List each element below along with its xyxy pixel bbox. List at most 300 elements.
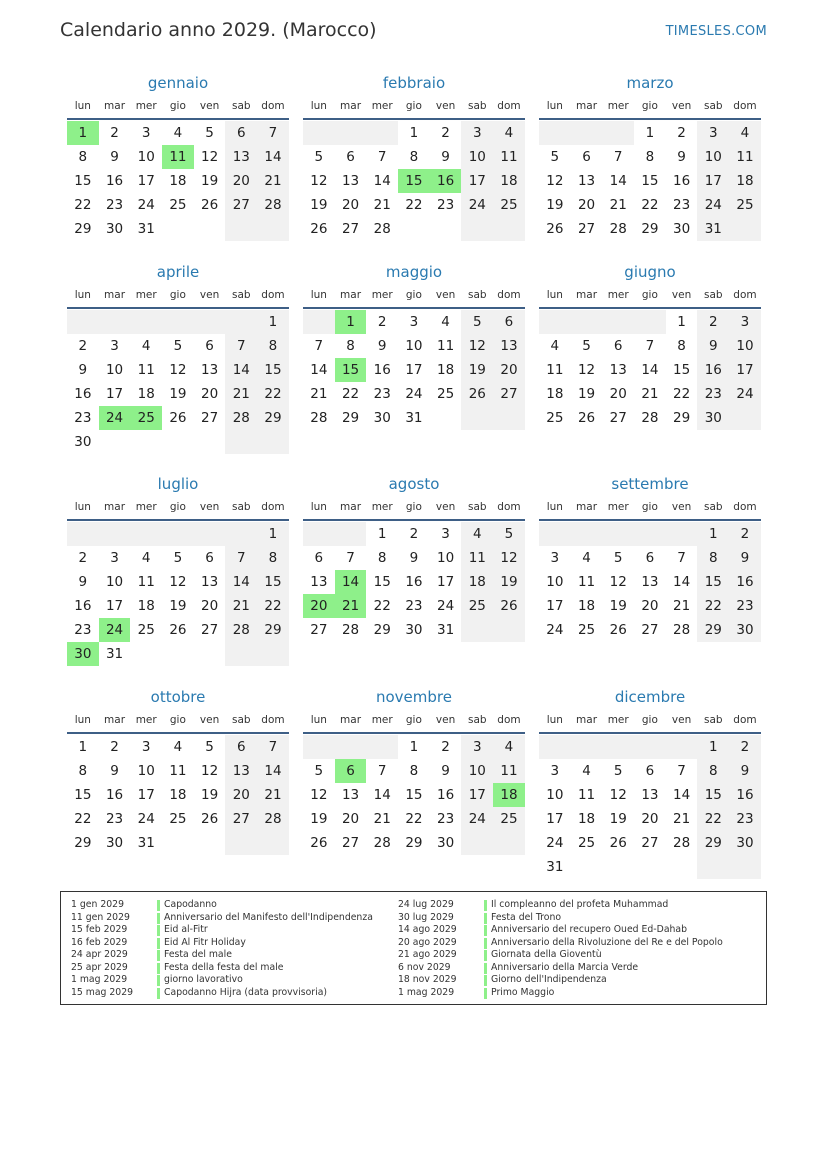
legend-holiday-name: Giornata della Gioventù <box>491 949 602 960</box>
weekday-label: ven <box>199 100 220 112</box>
day-cell: 13 <box>201 574 219 590</box>
week-row <box>67 546 289 570</box>
day-cell: 24 <box>697 193 729 217</box>
day-cell: 17 <box>137 173 155 189</box>
day-cell: 2 <box>697 310 729 334</box>
day-cell: 21 <box>373 197 391 213</box>
month-name: marzo <box>626 74 674 92</box>
empty-cell <box>99 430 131 454</box>
day-cell: 6 <box>493 310 525 334</box>
day-cell: 7 <box>677 550 686 566</box>
weekday-label: mer <box>371 501 393 513</box>
day-cell: 17 <box>546 598 564 614</box>
empty-cell <box>162 310 194 334</box>
day-cell: 8 <box>346 338 355 354</box>
day-cell: 18 <box>137 598 155 614</box>
day-cell: 3 <box>461 121 493 145</box>
month-gennaio <box>67 72 289 241</box>
legend-holiday-name: Eid Al Fitr Holiday <box>164 936 246 948</box>
day-cell: 26 <box>201 811 219 827</box>
day-cell: 4 <box>141 550 151 566</box>
day-cell: 17 <box>105 386 124 402</box>
weekday-label: dom <box>733 289 757 301</box>
week-row <box>303 594 525 618</box>
legend-holiday-name: Capodanno Hijra (data provvisoria) <box>164 986 328 998</box>
month-name: ottobre <box>150 688 206 706</box>
weekday-header <box>67 283 289 307</box>
weekday-header <box>539 283 761 307</box>
day-cell: 15 <box>335 358 367 382</box>
weekday-label: gio <box>169 714 186 726</box>
month-luglio <box>67 473 289 666</box>
day-cell: 2 <box>110 739 119 755</box>
day-cell: 8 <box>257 334 289 358</box>
week-row <box>303 831 525 855</box>
weekday-label: sab <box>703 289 723 301</box>
day-cell: 22 <box>673 386 691 402</box>
weekday-label: gio <box>169 501 186 513</box>
month-days <box>67 735 289 855</box>
week-row <box>67 522 289 546</box>
empty-cell <box>225 217 257 241</box>
day-cell: 9 <box>441 763 450 779</box>
weekday-label: mer <box>371 714 393 726</box>
day-cell: 18 <box>137 386 155 402</box>
day-cell: 14 <box>257 145 289 169</box>
day-cell: 21 <box>225 594 257 618</box>
day-cell: 3 <box>110 338 119 354</box>
day-cell: 24 <box>546 835 564 851</box>
header-rule <box>67 732 289 734</box>
day-cell: 10 <box>405 338 423 354</box>
day-cell: 25 <box>493 807 525 831</box>
day-cell: 25 <box>729 193 761 217</box>
week-row <box>539 169 761 193</box>
day-cell: 28 <box>310 410 328 426</box>
header-rule <box>303 307 525 309</box>
day-cell: 30 <box>373 410 391 426</box>
month-giugno <box>539 261 761 430</box>
day-cell: 3 <box>697 121 729 145</box>
week-row <box>67 807 289 831</box>
day-cell: 15 <box>74 787 92 803</box>
weekday-label: sab <box>703 714 723 726</box>
empty-cell <box>99 522 131 546</box>
weekday-header <box>67 708 289 732</box>
legend-marker <box>157 988 160 999</box>
weekday-label: ven <box>199 501 220 513</box>
day-cell: 16 <box>697 358 729 382</box>
day-cell: 22 <box>74 811 92 827</box>
month-days <box>67 522 289 666</box>
legend-marker <box>157 938 160 949</box>
holiday-legend <box>60 891 767 1005</box>
day-cell: 31 <box>405 410 423 426</box>
day-cell: 13 <box>225 145 257 169</box>
day-cell: 6 <box>645 550 655 566</box>
day-cell: 15 <box>74 173 92 189</box>
day-cell: 22 <box>257 594 289 618</box>
week-row <box>539 807 761 831</box>
legend-marker <box>484 913 487 924</box>
day-cell: 26 <box>461 382 493 406</box>
day-cell: 22 <box>341 386 360 402</box>
day-cell: 11 <box>577 787 596 803</box>
weekday-header <box>539 94 761 118</box>
day-cell: 23 <box>105 197 124 213</box>
weekday-header <box>539 495 761 519</box>
day-cell: 21 <box>225 382 257 406</box>
day-cell: 7 <box>225 546 257 570</box>
day-cell: 19 <box>609 811 627 827</box>
week-row <box>67 382 289 406</box>
week-row <box>539 618 761 642</box>
day-cell: 8 <box>409 149 419 165</box>
day-cell: 8 <box>645 149 655 165</box>
day-cell: 27 <box>341 221 360 237</box>
weekday-header <box>303 94 525 118</box>
empty-cell <box>430 217 462 241</box>
weekday-label: mar <box>104 501 126 513</box>
header-rule <box>303 732 525 734</box>
weekday-label: mar <box>340 100 362 112</box>
day-cell: 11 <box>461 546 493 570</box>
day-cell: 10 <box>105 362 124 378</box>
legend-holiday-name: Festa del Trono <box>491 911 562 923</box>
day-cell: 10 <box>546 787 564 803</box>
day-cell: 18 <box>577 811 596 827</box>
day-cell: 19 <box>461 358 493 382</box>
day-cell: 3 <box>141 125 151 141</box>
month-febbraio <box>303 72 525 241</box>
day-cell: 3 <box>141 739 151 755</box>
day-cell: 27 <box>577 221 596 237</box>
empty-cell <box>194 831 226 855</box>
weekday-label: sab <box>231 289 251 301</box>
weekday-label: mar <box>576 100 598 112</box>
day-cell: 28 <box>373 835 391 851</box>
day-cell: 29 <box>341 410 360 426</box>
weekday-label: sab <box>467 289 487 301</box>
day-cell: 28 <box>641 410 659 426</box>
day-cell: 19 <box>169 598 187 614</box>
weekday-label: dom <box>733 714 757 726</box>
day-cell: 1 <box>78 739 88 755</box>
week-row <box>303 121 525 145</box>
day-cell: 22 <box>641 197 659 213</box>
empty-cell <box>430 406 462 430</box>
legend-date: 25 apr 2029 <box>71 961 128 973</box>
day-cell: 14 <box>225 358 257 382</box>
day-cell: 19 <box>201 173 219 189</box>
day-cell: 13 <box>641 787 659 803</box>
day-cell: 21 <box>257 169 289 193</box>
header-rule <box>67 307 289 309</box>
weekday-label: dom <box>497 289 521 301</box>
weekday-label: mar <box>576 714 598 726</box>
legend-holiday-name: Anniversario della Rivoluzione del Re e del Popolo <box>491 936 723 948</box>
header-rule <box>67 118 289 120</box>
month-aprile <box>67 261 289 454</box>
day-cell: 5 <box>205 739 214 755</box>
weekday-label: sab <box>231 714 251 726</box>
day-cell: 19 <box>169 386 187 402</box>
week-row <box>67 406 289 430</box>
day-cell: 7 <box>225 334 257 358</box>
day-cell: 29 <box>697 618 729 642</box>
day-cell: 12 <box>609 787 627 803</box>
header-rule <box>67 519 289 521</box>
month-name: luglio <box>157 475 199 493</box>
legend-marker <box>157 925 160 936</box>
day-cell: 27 <box>225 193 257 217</box>
legend-marker <box>484 950 487 961</box>
weekday-label: gio <box>405 100 422 112</box>
day-cell: 2 <box>677 125 686 141</box>
day-cell: 10 <box>137 149 155 165</box>
day-cell: 23 <box>697 382 729 406</box>
weekday-label: dom <box>497 501 521 513</box>
day-cell: 28 <box>225 406 257 430</box>
week-row <box>303 522 525 546</box>
legend-marker <box>484 900 487 911</box>
weekday-label: mar <box>104 714 126 726</box>
day-cell: 12 <box>201 763 219 779</box>
day-cell: 29 <box>74 835 92 851</box>
weekday-label: gio <box>641 501 658 513</box>
day-cell: 20 <box>493 358 525 382</box>
day-cell: 23 <box>74 410 92 426</box>
day-cell: 25 <box>577 835 596 851</box>
header-rule <box>539 519 761 521</box>
weekday-label: sab <box>467 714 487 726</box>
day-cell: 27 <box>641 622 659 638</box>
day-cell: 6 <box>205 338 214 354</box>
empty-cell <box>493 831 525 855</box>
day-cell: 16 <box>437 787 455 803</box>
day-cell: 23 <box>105 811 124 827</box>
legend-date: 6 nov 2029 <box>398 961 451 973</box>
day-cell: 1 <box>645 125 655 141</box>
week-row <box>303 193 525 217</box>
month-name: maggio <box>385 263 443 281</box>
day-cell: 17 <box>137 787 155 803</box>
day-cell: 9 <box>377 338 387 354</box>
day-cell: 30 <box>437 835 455 851</box>
week-row <box>67 783 289 807</box>
week-row <box>539 546 761 570</box>
week-row <box>539 570 761 594</box>
week-row <box>67 642 289 666</box>
day-cell: 10 <box>729 334 761 358</box>
day-cell: 18 <box>729 169 761 193</box>
weekday-label: mer <box>371 289 393 301</box>
day-cell: 2 <box>110 125 119 141</box>
legend-marker <box>157 963 160 974</box>
day-cell: 4 <box>729 121 761 145</box>
weekday-label: dom <box>733 100 757 112</box>
empty-cell <box>729 406 761 430</box>
day-cell: 4 <box>493 735 525 759</box>
weekday-label: ven <box>435 714 456 726</box>
legend-holiday-name: Eid al-Fitr <box>164 924 208 935</box>
empty-cell <box>257 217 289 241</box>
day-cell: 24 <box>137 197 155 213</box>
empty-cell <box>162 217 194 241</box>
empty-cell <box>634 310 666 334</box>
legend-marker <box>157 900 160 911</box>
empty-cell <box>729 855 761 879</box>
day-cell: 24 <box>461 807 493 831</box>
month-days <box>539 121 761 241</box>
empty-cell <box>602 121 634 145</box>
day-cell: 30 <box>67 642 99 666</box>
month-days <box>539 735 761 879</box>
empty-cell <box>634 735 666 759</box>
legend-holiday-name: Anniversario del recupero Oued Ed-Dahab <box>491 924 688 935</box>
day-cell: 11 <box>169 763 187 779</box>
empty-cell <box>194 217 226 241</box>
day-cell: 30 <box>729 831 761 855</box>
empty-cell <box>257 430 289 454</box>
empty-cell <box>539 735 571 759</box>
day-cell: 31 <box>546 859 564 875</box>
day-cell: 11 <box>137 362 155 378</box>
weekday-label: ven <box>671 100 692 112</box>
day-cell: 28 <box>673 622 691 638</box>
day-cell: 2 <box>377 314 387 330</box>
day-cell: 15 <box>697 570 729 594</box>
day-cell: 26 <box>609 835 627 851</box>
weekday-label: mer <box>607 501 629 513</box>
day-cell: 2 <box>729 735 761 759</box>
day-cell: 23 <box>673 197 691 213</box>
day-cell: 11 <box>493 145 525 169</box>
legend-holiday-name: Anniversario della Marcia Verde <box>491 961 639 973</box>
weekday-header <box>67 495 289 519</box>
weekday-header <box>303 708 525 732</box>
month-name: febbraio <box>382 74 446 92</box>
week-row <box>303 807 525 831</box>
day-cell: 17 <box>729 358 761 382</box>
day-cell: 12 <box>310 173 328 189</box>
legend-marker <box>484 925 487 936</box>
day-cell: 2 <box>78 338 88 354</box>
legend-date: 11 gen 2029 <box>71 911 130 923</box>
week-row <box>303 783 525 807</box>
day-cell: 22 <box>697 807 729 831</box>
day-cell: 25 <box>461 594 493 618</box>
day-cell: 13 <box>493 334 525 358</box>
day-cell: 27 <box>201 410 219 426</box>
day-cell: 4 <box>582 763 591 779</box>
day-cell: 28 <box>673 835 691 851</box>
day-cell: 20 <box>641 811 659 827</box>
empty-cell <box>335 735 367 759</box>
week-row <box>67 570 289 594</box>
weekday-label: gio <box>641 714 658 726</box>
legend-holiday-name: Anniversario del Manifesto dell'Indipendenza <box>164 911 373 923</box>
day-cell: 26 <box>201 197 219 213</box>
weekday-label: gio <box>405 289 422 301</box>
day-cell: 28 <box>609 221 627 237</box>
day-cell: 7 <box>257 735 289 759</box>
day-cell: 5 <box>613 763 623 779</box>
day-cell: 29 <box>74 221 92 237</box>
day-cell: 26 <box>169 622 187 638</box>
week-row <box>303 334 525 358</box>
day-cell: 4 <box>582 550 591 566</box>
day-cell: 21 <box>609 197 627 213</box>
site-brand[interactable]: TIMESLES.COM <box>665 24 767 39</box>
day-cell: 21 <box>310 386 328 402</box>
day-cell: 13 <box>641 574 659 590</box>
weekday-label: mer <box>607 289 629 301</box>
day-cell: 24 <box>137 811 155 827</box>
day-cell: 4 <box>550 338 560 354</box>
weekday-label: mar <box>340 714 362 726</box>
legend-date: 1 mag 2029 <box>71 974 128 985</box>
day-cell: 13 <box>609 362 627 378</box>
week-row <box>67 618 289 642</box>
empty-cell <box>571 310 603 334</box>
week-row <box>539 594 761 618</box>
day-cell: 11 <box>546 362 564 378</box>
day-cell: 29 <box>405 835 423 851</box>
weekday-label: ven <box>199 714 220 726</box>
day-cell: 17 <box>697 169 729 193</box>
day-cell: 11 <box>437 338 455 354</box>
day-cell: 30 <box>729 618 761 642</box>
day-cell: 5 <box>461 310 493 334</box>
week-row <box>67 334 289 358</box>
legend-date: 1 mag 2029 <box>398 986 455 998</box>
day-cell: 25 <box>169 811 187 827</box>
day-cell: 5 <box>582 338 591 354</box>
empty-cell <box>729 217 761 241</box>
day-cell: 16 <box>105 173 124 189</box>
day-cell: 10 <box>137 763 155 779</box>
empty-cell <box>461 831 493 855</box>
day-cell: 11 <box>162 145 194 169</box>
day-cell: 9 <box>729 546 761 570</box>
day-cell: 15 <box>673 362 691 378</box>
day-cell: 9 <box>110 763 119 779</box>
day-cell: 8 <box>78 149 88 165</box>
day-cell: 7 <box>257 121 289 145</box>
day-cell: 26 <box>546 221 564 237</box>
month-agosto <box>303 473 525 642</box>
day-cell: 20 <box>577 197 596 213</box>
weekday-header <box>539 708 761 732</box>
day-cell: 18 <box>493 169 525 193</box>
weekday-label: gio <box>405 501 422 513</box>
day-cell: 23 <box>729 594 761 618</box>
day-cell: 15 <box>398 169 430 193</box>
week-row <box>539 406 761 430</box>
day-cell: 12 <box>201 149 219 165</box>
week-row <box>303 759 525 783</box>
month-days <box>303 121 525 241</box>
weekday-label: mer <box>135 100 157 112</box>
empty-cell <box>461 406 493 430</box>
day-cell: 6 <box>335 759 367 783</box>
day-cell: 28 <box>257 807 289 831</box>
week-row <box>539 831 761 855</box>
empty-cell <box>225 430 257 454</box>
day-cell: 29 <box>641 221 659 237</box>
day-cell: 19 <box>609 598 627 614</box>
